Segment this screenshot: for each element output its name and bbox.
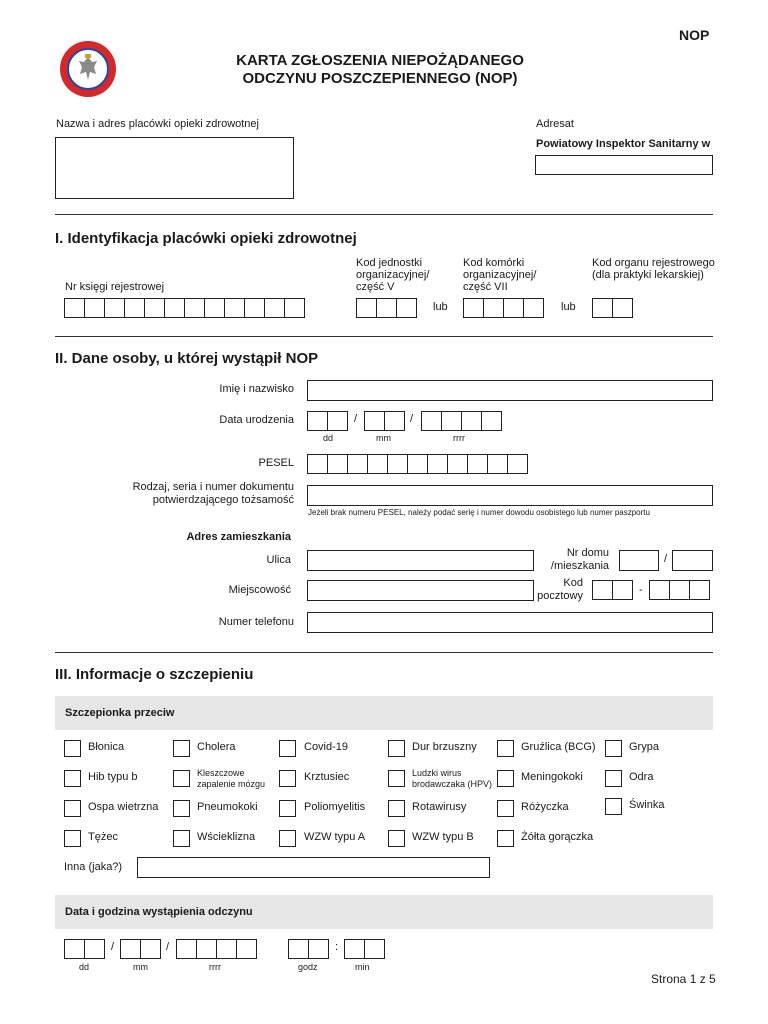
label-dur: Dur brzuszny <box>412 741 477 753</box>
checkbox-swinka[interactable] <box>605 798 622 815</box>
dob-label: Data urodzenia <box>219 414 294 426</box>
checkbox-polio[interactable] <box>279 800 296 817</box>
other-vaccine-label: Inna (jaka?) <box>64 861 123 873</box>
checkbox-grypa[interactable] <box>605 740 622 757</box>
label-pneumokoki: Pneumokoki <box>197 801 258 813</box>
label-kleszczowe <box>197 768 265 790</box>
form-title-line2: ODCZYNU POSZCZEPIENNEGO (NOP) <box>242 70 518 87</box>
checkbox-ospa[interactable] <box>64 800 81 817</box>
postal-code-second-cells[interactable] <box>649 580 710 600</box>
checkbox-wzwb[interactable] <box>388 830 405 847</box>
label-wscieklizna: Wścieklizna <box>197 831 256 843</box>
id-doc-label-line1: Rodzaj, seria i numer dokumentu <box>132 481 294 493</box>
dob-slash-2: / <box>410 413 414 425</box>
name-label: Imię i nazwisko <box>219 383 294 395</box>
label-covid: Covid-19 <box>304 741 349 753</box>
label-swinka: Świnka <box>629 799 665 811</box>
checkbox-krztusiec[interactable] <box>279 770 296 787</box>
pesel-label: PESEL <box>258 457 294 469</box>
phone-field[interactable] <box>307 612 713 633</box>
label-kleszczowe-line1: Kleszczowe <box>197 768 245 778</box>
checkbox-covid[interactable] <box>279 740 296 757</box>
facility-field[interactable] <box>55 137 294 199</box>
city-field[interactable] <box>307 580 534 601</box>
dob-mm-hint: mm <box>376 433 391 443</box>
unit-code-label: Kod jednostki organizacyjnej/ część V <box>356 257 430 293</box>
postal-dash: - <box>639 584 643 596</box>
id-doc-label <box>100 481 294 507</box>
street-label: Ulica <box>266 554 291 566</box>
dob-year-cells[interactable] <box>421 411 502 431</box>
checkbox-meningokoki[interactable] <box>497 770 514 787</box>
page-number: Strona 1 z 5 <box>651 972 716 986</box>
house-number-label-line1: Nr domu <box>566 547 609 559</box>
label-tezec: Tężec <box>88 831 118 843</box>
reaction-day-cells[interactable] <box>64 939 105 959</box>
checkbox-hpv[interactable] <box>388 770 405 787</box>
registry-label: Nr księgi rejestrowej <box>65 281 165 293</box>
phone-label: Numer telefonu <box>218 616 294 628</box>
form-code: NOP <box>679 27 710 43</box>
section2-title: II. Dane osoby, u której wystąpił NOP <box>55 350 319 367</box>
checkbox-tezec[interactable] <box>64 830 81 847</box>
reaction-yyyy-hint: rrrr <box>209 962 221 972</box>
datetime-header: Data i godzina wystąpienia odczynu <box>65 906 253 918</box>
checkbox-pneumokoki[interactable] <box>173 800 190 817</box>
label-gruzlica: Gruźlica (BCG) <box>521 741 596 753</box>
checkbox-dur[interactable] <box>388 740 405 757</box>
reaction-hour-cells[interactable] <box>288 939 329 959</box>
pesel-cells[interactable] <box>307 454 528 474</box>
or-label-1: lub <box>433 301 448 313</box>
label-rozyczka: Różyczka <box>521 801 569 813</box>
label-hib: Hib typu b <box>88 771 138 783</box>
reaction-minute-cells[interactable] <box>344 939 385 959</box>
label-cholera: Cholera <box>197 741 236 753</box>
vaccine-header: Szczepionka przeciw <box>65 707 175 719</box>
id-doc-note: Jeżeli brak numeru PESEL, należy podać serię i numer dowodu osobistego lub numer paszportu <box>308 508 650 517</box>
label-hpv-line2: brodawczaka (HPV) <box>412 779 493 789</box>
street-field[interactable] <box>307 550 534 571</box>
checkbox-rotawirusy[interactable] <box>388 800 405 817</box>
section3-title: III. Informacje o szczepieniu <box>55 666 254 683</box>
apartment-number-field[interactable] <box>672 550 713 571</box>
label-zolta: Żółta gorączka <box>521 831 594 843</box>
postal-code-label <box>520 577 583 603</box>
cell-code-label: Kod komórki organizacyjnej/ część VII <box>463 257 537 293</box>
dob-month-cells[interactable] <box>364 411 405 431</box>
label-krztusiec: Krztusiec <box>304 771 350 783</box>
label-hpv-line1: Ludzki wirus <box>412 768 462 778</box>
label-blonica: Błonica <box>88 741 125 753</box>
addressee-field[interactable] <box>535 155 713 175</box>
house-number-label-line2: /mieszkania <box>550 560 609 572</box>
section1-title: I. Identyfikacja placówki opieki zdrowotnej <box>55 230 357 247</box>
registry-cells[interactable] <box>64 298 305 318</box>
reaction-colon: : <box>335 941 339 953</box>
checkbox-gruzlica[interactable] <box>497 740 514 757</box>
dob-day-cells[interactable] <box>307 411 348 431</box>
cell-code-cells[interactable] <box>463 298 544 318</box>
city-label: Miejscowość <box>228 584 291 596</box>
divider <box>55 652 713 653</box>
divider <box>55 336 713 337</box>
checkbox-wzwa[interactable] <box>279 830 296 847</box>
form-title-line1: KARTA ZGŁOSZENIA NIEPOŻĄDANEGO <box>236 52 524 69</box>
postal-code-label-line2: pocztowy <box>537 590 583 602</box>
checkbox-zolta[interactable] <box>497 830 514 847</box>
unit-code-cells[interactable] <box>356 298 417 318</box>
facility-label: Nazwa i adres placówki opieki zdrowotnej <box>56 118 259 130</box>
reaction-year-cells[interactable] <box>176 939 257 959</box>
checkbox-odra[interactable] <box>605 770 622 787</box>
dob-dd-hint: dd <box>323 433 334 443</box>
postal-code-first-cells[interactable] <box>592 580 633 600</box>
logo <box>59 40 117 98</box>
id-doc-field[interactable] <box>307 485 713 506</box>
form-title <box>180 52 580 88</box>
organ-code-label: Kod organu rejestrowego (dla praktyki lekarskiej) <box>592 257 715 281</box>
label-wzwb: WZW typu B <box>412 831 474 843</box>
checkbox-wscieklizna[interactable] <box>173 830 190 847</box>
reaction-month-cells[interactable] <box>120 939 161 959</box>
name-field[interactable] <box>307 380 713 401</box>
label-ospa: Ospa wietrzna <box>88 801 159 813</box>
label-polio: Poliomyelitis <box>304 801 366 813</box>
house-number-field[interactable] <box>619 550 659 571</box>
reaction-dd-hint: dd <box>79 962 90 972</box>
addressee-label: Adresat <box>536 118 574 130</box>
label-hpv <box>412 768 492 790</box>
dob-slash-1: / <box>354 413 358 425</box>
checkbox-blonica[interactable] <box>64 740 81 757</box>
label-meningokoki: Meningokoki <box>521 771 583 783</box>
reaction-slash-1: / <box>111 941 115 953</box>
house-slash: / <box>664 553 668 565</box>
house-number-label <box>538 547 609 573</box>
divider <box>55 214 713 215</box>
reaction-hour-hint: godz <box>298 962 318 972</box>
postal-code-label-line1: Kod <box>563 577 583 589</box>
checkbox-kleszczowe[interactable] <box>173 770 190 787</box>
address-label: Adres zamieszkania <box>186 531 291 543</box>
label-rotawirusy: Rotawirusy <box>412 801 467 813</box>
label-odra: Odra <box>629 771 654 783</box>
organ-code-cells[interactable] <box>592 298 633 318</box>
reaction-slash-2: / <box>166 941 170 953</box>
label-grypa: Grypa <box>629 741 659 753</box>
addressee-value: Powiatowy Inspektor Sanitarny w <box>536 138 711 150</box>
checkbox-hib[interactable] <box>64 770 81 787</box>
reaction-mm-hint: mm <box>133 962 148 972</box>
id-doc-label-line2: potwierdzającego tożsamość <box>152 494 294 506</box>
other-vaccine-field[interactable] <box>137 857 490 878</box>
checkbox-cholera[interactable] <box>173 740 190 757</box>
label-wzwa: WZW typu A <box>304 831 366 843</box>
dob-yyyy-hint: rrrr <box>453 433 465 443</box>
label-kleszczowe-line2: zapalenie mózgu <box>197 779 266 789</box>
or-label-2: lub <box>561 301 576 313</box>
reaction-minute-hint: min <box>355 962 370 972</box>
checkbox-rozyczka[interactable] <box>497 800 514 817</box>
